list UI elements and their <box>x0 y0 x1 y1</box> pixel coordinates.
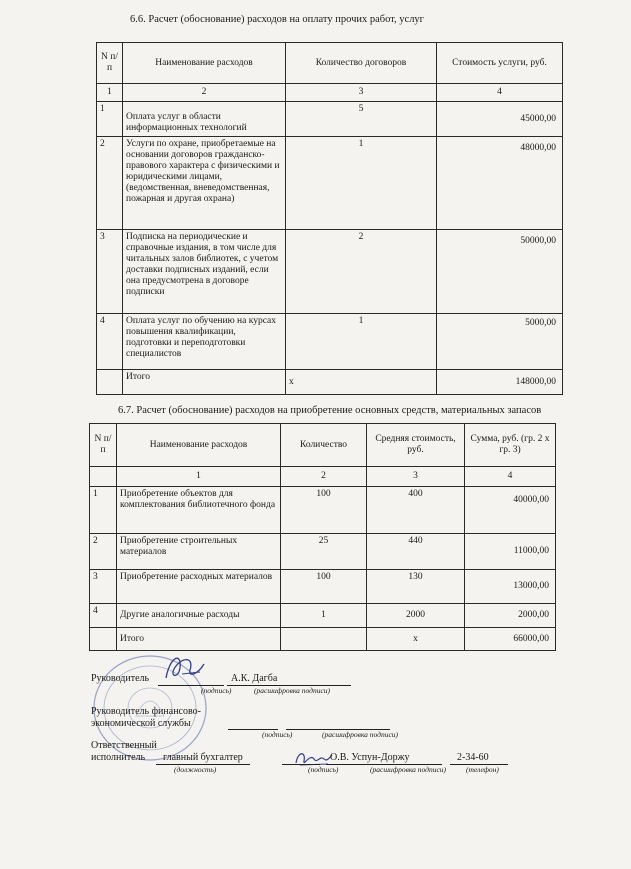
row-name: Услуги по охране, приобретаемые на основании договоров гражданско-правового характера с физическими и юридическими лицами, (ведомственная, вневедомственная, пожарная и другая охрана) <box>123 137 286 230</box>
row-sum: 13000,00 <box>465 570 556 604</box>
table-row <box>90 534 556 570</box>
row-name: Приобретение строительных материалов <box>117 534 281 570</box>
exec-caption-sign: (подпись) <box>308 765 339 774</box>
fin-caption-sign: (подпись) <box>262 730 293 739</box>
total-sum: 66000,00 <box>465 628 556 651</box>
row-qty: 1 <box>281 604 367 628</box>
row-sum: 2000,00 <box>465 604 556 628</box>
col-number: 3 <box>286 84 437 102</box>
fin-label-1: Руководитель финансово- <box>91 706 201 717</box>
col-number: 1 <box>97 84 123 102</box>
exec-label-2: исполнитель <box>91 752 146 763</box>
row-n: 2 <box>97 137 123 230</box>
row-name: Другие аналогичные расходы <box>117 604 281 628</box>
exec-caption-decode: (расшифровка подписи) <box>370 765 447 774</box>
exec-phone: 2-34-60 <box>457 752 489 763</box>
row-cost: 48000,00 <box>437 137 563 230</box>
table-row <box>90 487 556 534</box>
section-6-7-title: 6.7. Расчет (обоснование) расходов на приобретение основных средств, материальных запасов <box>118 405 542 416</box>
col-number: 2 <box>123 84 286 102</box>
col-number: 2 <box>281 467 367 487</box>
row-n: 4 <box>90 604 117 628</box>
header-n: N п/п <box>90 424 117 467</box>
row-cost: 5000,00 <box>437 314 563 370</box>
row-sum: 11000,00 <box>465 534 556 570</box>
row-name: Приобретение расходных материалов <box>117 570 281 604</box>
table-row <box>90 604 556 628</box>
head-label: Руководитель <box>91 673 150 684</box>
header-name: Наименование расходов <box>117 424 281 467</box>
row-qty: 25 <box>281 534 367 570</box>
header-cost: Стоимость услуги, руб. <box>437 43 563 84</box>
col-number: 4 <box>465 467 556 487</box>
total-cost: 148000,00 <box>437 370 563 395</box>
row-n: 3 <box>90 570 117 604</box>
section-6-7-table <box>89 423 556 651</box>
exec-caption-phone: (телефон) <box>466 765 499 774</box>
header-sum: Сумма, руб. (гр. 2 х гр. 3) <box>465 424 556 467</box>
table-row <box>97 137 563 230</box>
total-qty: х <box>286 370 437 395</box>
exec-label-1: Ответственный <box>91 740 157 751</box>
table-row <box>97 230 563 314</box>
table-row <box>90 570 556 604</box>
exec-caption-position: (должность) <box>174 765 217 774</box>
row-price: 440 <box>367 534 465 570</box>
row-name: Подписка на периодические и справочные издания, в том числе для читальных залов библиотек, с учетом доставки подписных изданий, если она предусмотрена в договоре подписки <box>123 230 286 314</box>
header-n: N п/п <box>97 43 123 84</box>
row-qty: 100 <box>281 570 367 604</box>
head-caption-sign: (подпись) <box>201 686 232 695</box>
col-number: 1 <box>117 467 281 487</box>
row-price: 2000 <box>367 604 465 628</box>
col-number: 4 <box>437 84 563 102</box>
row-name: Оплата услуг по обучению на курсах повышения квалификации, подготовки и переподготовки специалистов <box>123 314 286 370</box>
fin-label-2: экономической службы <box>91 718 191 729</box>
exec-name: О.В. Успун-Доржу <box>330 752 410 763</box>
total-label: Итого <box>117 628 281 651</box>
header-price: Средняя стоимость, руб. <box>367 424 465 467</box>
section-6-6-title: 6.6. Расчет (обоснование) расходов на оплату прочих работ, услуг <box>130 14 424 25</box>
header-qty: Количество <box>281 424 367 467</box>
head-signature-icon <box>160 650 210 686</box>
row-qty: 100 <box>281 487 367 534</box>
row-qty: 5 <box>286 102 437 137</box>
row-n: 1 <box>97 102 123 137</box>
row-qty: 1 <box>286 314 437 370</box>
total-row <box>97 370 563 395</box>
total-label: Итого <box>123 370 286 395</box>
row-sum: 40000,00 <box>465 487 556 534</box>
row-price: 130 <box>367 570 465 604</box>
head-name: А.К. Дагба <box>231 673 278 684</box>
row-cost: 50000,00 <box>437 230 563 314</box>
row-n: 2 <box>90 534 117 570</box>
col-number: 3 <box>367 467 465 487</box>
row-name: Оплата услуг в области информационных технологий <box>123 102 286 137</box>
total-price: х <box>367 628 465 651</box>
row-cost: 45000,00 <box>437 102 563 137</box>
row-price: 400 <box>367 487 465 534</box>
head-caption-decode: (расшифровка подписи) <box>254 686 331 695</box>
header-qty: Количество договоров <box>286 43 437 84</box>
row-qty: 2 <box>286 230 437 314</box>
row-n: 1 <box>90 487 117 534</box>
section-6-6-table <box>96 42 563 395</box>
table-row <box>97 102 563 137</box>
table-row <box>97 314 563 370</box>
header-name: Наименование расходов <box>123 43 286 84</box>
row-qty: 1 <box>286 137 437 230</box>
exec-position: главный бухгалтер <box>163 752 243 763</box>
fin-caption-decode: (расшифровка подписи) <box>322 730 399 739</box>
row-name: Приобретение объектов для комплектования библиотечного фонда <box>117 487 281 534</box>
row-n: 4 <box>97 314 123 370</box>
row-n: 3 <box>97 230 123 314</box>
